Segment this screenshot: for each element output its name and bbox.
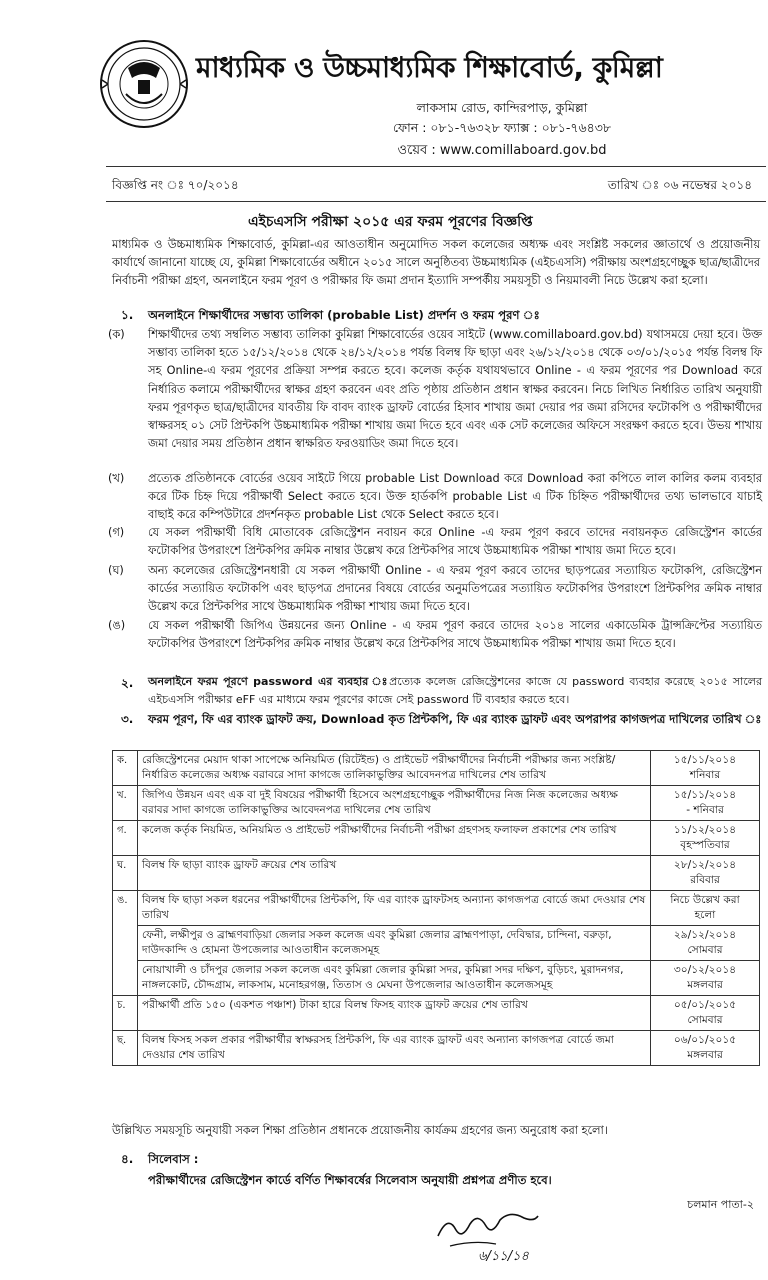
row-date-cell [651,856,760,891]
row-date-cell [651,751,760,786]
row-date-cell [651,891,760,926]
section-4-text: পরীক্ষার্থীদের রেজিস্ট্রেশন কার্ডে বর্ণিত শিক্ষাবর্ষের সিলেবাস অনুযায়ী প্রশ্নপত্র প্রণীত হবে। [148,1173,552,1187]
section-2-number: ২. [121,676,134,690]
row-date-cell [651,961,760,996]
section-4-number: ৪. [121,1152,134,1166]
row-date: ২৯/১২/২০১৪ [673,929,737,941]
row-date: ১৫/১১/২০১৪ [673,754,737,766]
item-ka-mark: (ক) [108,328,125,341]
row-description: জিপিএ উন্নয়ন এবং এক বা দুই বিষয়ের পরীক্ষার্থী হিসেবে অংশগ্রহণেচ্ছুক পরীক্ষার্থীদের নিজ নিজ কলেজের অধ্যক্ষ বরাবর সাদা কাগজে তালিকাভুক্তির আবেদনপত্র দাখিলের শেষ তারিখ [138,786,651,821]
item-umo-mark: (ঙ) [108,619,126,632]
table-row [113,821,760,856]
row-day: শনিবার [689,769,721,781]
table-row [113,891,760,926]
item-ga-mark: (গ) [108,526,125,539]
row-description: কলেজ কর্তৃক নিয়মিত, অনিয়মিত ও প্রাইভেট পরীক্ষার্থীদের নির্বাচনী পরীক্ষা গ্রহণসহ ফলাফল প্রকাশের শেষ তারিখ [138,821,651,856]
row-date: ১১/১২/২০১৪ [673,824,737,836]
row-mark: চ. [113,996,138,1031]
table-row [113,961,760,996]
row-description: ফেনী, লক্ষীপুর ও ব্রাহ্মণবাড়িয়া জেলার সকল কলেজ এবং কুমিল্লা জেলার ব্রাহ্মণপাড়া, দেবিদ্বার, চান্দিনা, বরুড়া, দাউদকান্দি ও হোমনা উপজেলার আওতাধীন কলেজসমূহ [138,926,651,961]
table-row [113,1031,760,1066]
section-2-text: প্রত্যেক কলেজ রেজিস্ট্রেশনের কাজে যে password ব্যবহার করেছে ২০১৫ সালের এইচএসসি পরীক্ষার eFF এর মাধ্যমে ফরম পূরণের কাজে সেই password টি ব্যবহার করতে হবে। [148,675,762,707]
signature-date: ৬/১১/১৪ [478,1249,529,1264]
row-date-cell [651,786,760,821]
section-4-heading: সিলেবাস : [148,1152,199,1166]
notice-title: এইচএসসি পরীক্ষা ২০১৫ এর ফরম পূরণের বিজ্ঞপ্তি [248,214,533,230]
row-mark: ক. [113,751,138,786]
row-day: - শনিবার [686,804,724,816]
section-2-heading: অনলাইনে ফরম পূরণে password এর ব্যবহার ঃ [148,675,390,688]
org-phone-fax: ফোন : ০৮১-৭৬৩২৮ ফ্যাক্স : ০৮১-৭৬৪৩৮ [392,120,612,135]
row-description: বিলম্ব ফি ছাড়া ব্যাংক ড্রাফট ক্রয়ের শেষ তারিখ [138,856,651,891]
row-mark: ছ. [113,1031,138,1066]
section-2-body [148,673,762,709]
item-kha-mark: (খ) [108,472,125,485]
row-date: ০৫/০১/২০১৫ [673,999,737,1011]
org-title: মাধ্যমিক ও উচ্চমাধ্যমিক শিক্ষাবোর্ড, কুমিল্লা [196,51,663,84]
section-3-heading: ফরম পূরণ, ফি এর ব্যাংক ড্রাফট ক্রয়, Download কৃত প্রিন্টকপি, ফি এর ব্যাংক ড্রাফট এবং অপরাপর কাগজপত্র দাখিলের তারিখ ঃ [148,712,762,726]
item-umo-text: যে সকল পরীক্ষার্থী জিপিএ উন্নয়নের জন্য Online - এ ফরম পূরণ করবে তাদের ২০১৪ সালের একাডেমিক ট্রান্সক্রিপ্টের সত্যায়িত ফটোকপির উপরাংশে প্রিন্টকপির ক্রমিক নাম্বার উল্লেখ করে প্রিন্টকপির সাথে উচ্চমাধ্যমিক পরীক্ষা শাখায় জমা দিতে হবে। [148,619,762,651]
row-description: নোয়াখালী ও চাঁদপুর জেলার সকল কলেজ এবং কুমিল্লা জেলার কুমিল্লা সদর, কুমিল্লা সদর দক্ষিণ, বুড়িচং, মুরাদনগর, নাঙ্গলকোট, চৌদ্দগ্রাম, লাকসাম, মনোহরগঞ্জ, তিতাস ও মেঘনা উপজেলার আওতাধীন কলেজসমূহ [138,961,651,996]
row-description: রেজিস্ট্রেশনের মেয়াদ থাকা সাপেক্ষে অনিয়মিত (রিটেইন্ড) ও প্রাইভেট পরীক্ষার্থীদের নির্বাচনী পরীক্ষার জন্য সংশ্লিষ্ট/নির্ধারিত কলেজের অধ্যক্ষ বরাবরে সাদা কাগজে তালিকাভুক্তির আবেদনপত্র দাখিলের শেষ তারিখ [138,751,651,786]
row-mark: খ. [113,786,138,821]
row-day: সোমবার [687,944,723,956]
row-mark: ঘ. [113,856,138,891]
row-day: মঙ্গলবার [687,1049,723,1061]
item-ga-text: যে সকল পরীক্ষার্থী বিধি মোতাবেক রেজিস্ট্রেশন নবায়ন করে Online -এ ফরম পূরণ করবে তাদের নবায়নকৃত রেজিস্ট্রেশন কার্ডের ফটোকপির উপরাংশে প্রিন্টকপির ক্রমিক নাম্বার উল্লেখ করে প্রিন্টকপির সাথে উচ্চমাধ্যমিক পরীক্ষা শাখায় জমা দিতে হবে। [148,526,762,558]
row-day: সোমবার [687,1014,723,1026]
notice-date: তারিখ ঃ ০৬ নভেম্বর ২০১৪ [607,178,752,192]
row-date-cell [651,996,760,1031]
intro-paragraph: মাধ্যমিক ও উচ্চমাধ্যমিক শিক্ষাবোর্ড, কুমিল্লা-এর আওতাধীন অনুমোদিত সকল কলেজের অধ্যক্ষ এবং সংশ্লিষ্ট সকলের জ্ঞাতার্থে ও প্রয়োজনীয় কার্যার্থে জানানো যাচ্ছে যে, কুমিল্লা শিক্ষাবোর্ডের অধীনে ২০১৫ সালে অনুষ্ঠিতব্য উচ্চমাধ্যমিক (এইচএসসি) পরীক্ষায় অংশগ্রহণেচ্ছুক ছাত্র/ছাত্রীদের নির্বাচনী পরীক্ষা গ্রহণ, অনলাইনে ফরম পূরণ ও পরীক্ষার ফি জমা প্রদান ইত্যাদি সম্পর্কীয় সময়সূচী ও নিয়মাবলী নিচে উল্লেখ করা হলো। [112,238,760,288]
handwritten-signature-icon [434,1206,544,1264]
row-description: বিলম্ব ফিসহ সকল প্রকার পরীক্ষার্থীর স্বাক্ষরসহ প্রিন্টকপি, ফি এর ব্যাংক ড্রাফট এবং অন্যান্য কাগজপত্র বোর্ডে জমা দেওয়ার শেষ তারিখ [138,1031,651,1066]
row-date: ১৫/১১/২০১৪ [673,789,737,801]
item-gha-mark: (ঘ) [108,564,124,577]
row-date: ২৮/১২/২০১৪ [673,859,737,871]
row-day: হলো [694,909,716,921]
row-day: বৃহস্পতিবার [680,839,730,851]
table-row [113,996,760,1031]
row-mark: গ. [113,821,138,856]
item-kha-text: প্রত্যেক প্রতিষ্ঠানকে বোর্ডের ওয়েব সাইটে গিয়ে probable List Download করে Download করা কপিতে লাল কালির কলম ব্যবহার করে টিক চিহ্ন দিয়ে পরীক্ষার্থী Select করতে হবে। উক্ত হার্ডকপি probable List এ টিক চিহ্নিত পরীক্ষার্থীদের তথ্য ভালভাবে যাচাই বাছাই করে কম্পিউটারে প্রদর্শনকৃত probable List থেকে Select করতে হবে। [148,472,762,522]
row-date: ৩০/১২/২০১৪ [673,964,737,976]
row-mark: ঙ. [113,891,138,996]
row-date-cell [651,821,760,856]
section-1-heading: অনলাইনে শিক্ষার্থীদের সম্ভাব্য তালিকা (probable List) প্রদর্শন ও ফরম পূরণ ঃ [148,308,540,322]
memo-divider [106,201,766,202]
row-date: ০৬/০১/২০১৫ [673,1034,737,1046]
row-date: নিচে উল্লেখ করা [670,894,740,906]
table-row [113,856,760,891]
item-gha-text: অন্য কলেজের রেজিস্ট্রেশনধারী যে সকল পরীক্ষার্থী Online - এ ফরম পূরণ করবে তাদের ছাড়পত্রের সত্যায়িত ফটোকপি, রেজিস্ট্রেশন কার্ডের সত্যায়িত ফটোকপি এবং ছাড়পত্র প্রদানের বিষয়ে বোর্ডের অনুমতিপত্রের সত্যায়িত ফটোকপির উপরাংশে প্রিন্টকপির ক্রমিক নাম্বার উল্লেখ করে প্রিন্টকপির সাথে উচ্চমাধ্যমিক পরীক্ষা শাখায় জমা দিতে হবে। [148,564,762,614]
row-description: পরীক্ষার্থী প্রতি ১৫০ (একশত পঞ্চাশ) টাকা হারে বিলম্ব ফিসহ ব্যাংক ড্রাফট ক্রয়ের শেষ তারিখ [138,996,651,1031]
table-row [113,926,760,961]
schedule-table [112,750,760,1066]
org-website: ওয়েব : www.comillaboard.gov.bd [397,143,607,158]
row-day: রবিবার [690,874,720,886]
continued-label: চলমান পাতা-২ [687,1198,754,1211]
item-ka-text: শিক্ষার্থীদের তথ্য সম্বলিত সম্ভাব্য তালিকা কুমিল্লা শিক্ষাবোর্ডের ওয়েব সাইটে (www.comillaboard.gov.bd) যথাসময়ে দেয়া হবে। উক্ত সম্ভাব্য তালিকা হতে ১৫/১২/২০১৪ থেকে ২৪/১২/২০১৪ পর্যন্ত বিলম্ব ফি ছাড়া এবং ২৬/১২/২০১৪ থেকে ০৩/০১/২০১৫ পর্যন্ত বিলম্ব ফি সহ Online-এ ফরম পূরণের প্রক্রিয়া সম্পন্ন করতে হবে। কলেজ কর্তৃক যথাযথভাবে Online - এ ফরম পূরণের পর Download করে নির্ধারিত কলামে পরীক্ষার্থীদের স্বাক্ষর গ্রহণ করবেন এবং প্রতি পৃষ্ঠায় প্রতিষ্ঠান প্রধান স্বাক্ষর করবেন। নিচে লিখিত নির্ধারিত তারিখ অনুযায়ী ফরম পূরণকৃত ছাত্র/ছাত্রীদের যাবতীয় ফি বাবদ ব্যাংক ড্রাফট বোর্ডের হিসাব শাখায় জমা দেয়ার পর জমা রসিদের ফটোকপি ও পরীক্ষার্থীদের স্বাক্ষরসহ ০১ সেট প্রিন্টকপি উচ্চমাধ্যমিক পরীক্ষা শাখায় জমা দিতে হবে এবং এক সেট কলেজের অফিসে সংরক্ষণ করতে হবে। উভয় শাখায় জমা দেয়ার সময় প্রতিষ্ঠান প্রধান স্বাক্ষরিত ফরওয়াডিং জমা দিতে হবে। [148,328,762,451]
row-description: বিলম্ব ফি ছাড়া সকল ধরনের পরীক্ষার্থীদের প্রিন্টকপি, ফি এর ব্যাংক ড্রাফটসহ অন্যান্য কাগজপত্র বোর্ডে জমা দেওয়ার শেষ তারিখ [138,891,651,926]
row-date-cell [651,926,760,961]
row-date-cell [651,1031,760,1066]
org-address: লাকসাম রোড, কান্দিরপাড়, কুমিল্লা [416,100,588,115]
memo-number: বিজ্ঞপ্তি নং ঃ ৭০/২০১৪ [112,178,239,192]
table-row [113,751,760,786]
header-divider [106,166,766,167]
section-1-number: ১. [121,308,134,322]
section-3-number: ৩. [121,712,134,726]
table-row [113,786,760,821]
footer-note: উল্লিখিত সময়সূচি অনুযায়ী সকল শিক্ষা প্রতিষ্ঠান প্রধানকে প্রয়োজনীয় কার্যক্রম গ্রহণের জন্য অনুরোধ করা হলো। [112,1124,608,1137]
row-day: মঙ্গলবার [687,979,723,991]
